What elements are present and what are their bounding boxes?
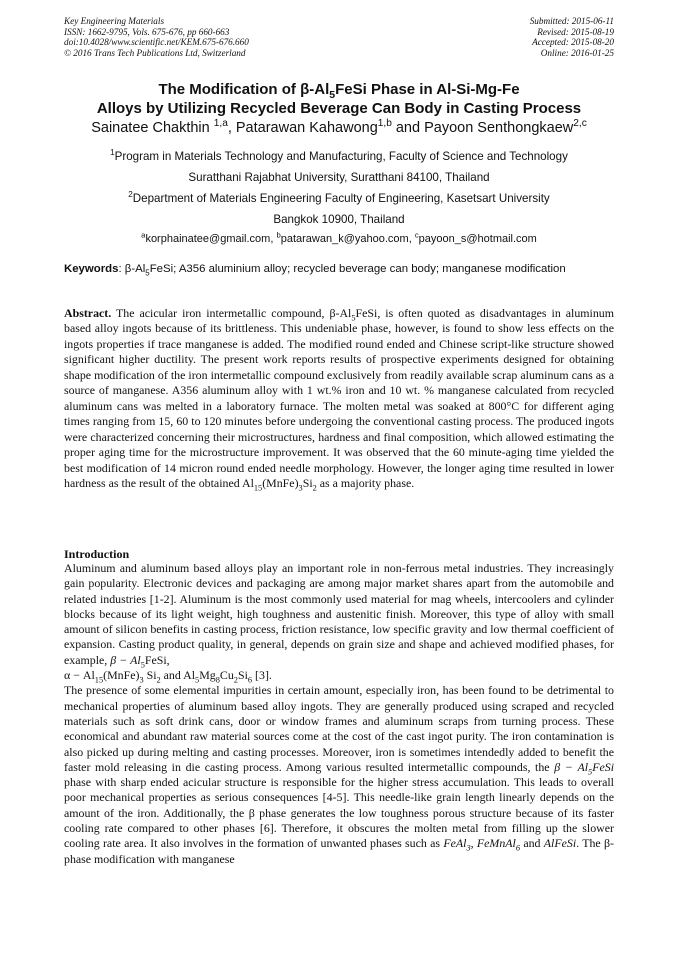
issn: ISSN: 1662-9795, Vols. 675-676, pp 660-663	[64, 26, 230, 37]
author-emails: $^a$korphainatee@gmail.com, $^b$patarawan_k@yahoo.com, $^c$payoon_s@hotmail.com	[141, 230, 537, 245]
copyright: © 2016 Trans Tech Publications Ltd, Switzerland	[64, 47, 246, 58]
paper-title	[40, 80, 638, 118]
keywords: Keywords: $\beta-Al_5FeSi$; A356 aluminium alloy; recycled beverage can body; manganese modification	[64, 263, 566, 278]
submitted-date: Submitted: 2015-06-11	[529, 16, 614, 26]
title-line-2: Alloys by Utilizing Recycled Beverage Can Body in Casting Process	[96, 100, 582, 117]
abstract-label: Abstract.	[64, 306, 112, 320]
affiliation-1-line-1: $^1$Program in Materials Technology and Manufacturing, Faculty of Science and Technology	[110, 148, 568, 163]
introduction-heading: Introduction	[64, 547, 130, 561]
journal-header-left	[64, 16, 249, 58]
keywords-label: Keywords	[64, 263, 119, 275]
abstract: Abstract. The acicular iron intermetallic compound, $\beta-Al_5FeSi$, is often quoted as disadvantages in aluminum based alloy ingots because of its brittleness. This undeniable phase, however, is found to show less effects on the ingots properties if trace manganese is added. The modified round ended and Chinese script-like structure showed significant higher ductility. The present work reports results of prospective experiments designed for obtaining shape modification of the iron intermetallic compound exclusively from readily available scrap aluminum cans as a source of manganese. A356 aluminum alloy with 1 wt.% iron and 10 wt. % manganese calculated from recycled aluminum cans was melted in a laboratory furnace. The molten metal was soaked at 800°C for different aging times ranging from 15, 60 to 120 minutes before undergoing the conventional casting process. The produced ingots were characterized concerning their microstructures, hardness and final composition, which allowed estimating the proper aging time for the microstructure improvement. It was observed that the 60 minute-aging time yielded the best modification of 14 micron round ended needle morphology. However, the longer aging time resulted in lower hardness as the result of the obtained $Al_{15}(MnFe)_3Si_2$ as a majority phase.	[64, 306, 615, 493]
affiliation-2-line-1: $^2$Department of Materials Engineering Faculty of Engineering, Kasetsart University	[128, 190, 550, 205]
paragraph: Aluminum and aluminum based alloys play an important role in non-ferrous metal industries. They increasingly gain popularity. Electronic devices and packaging are among major market shares apart from the automobile and related industries [1-2]. Aluminum is the most commonly used material for mag wheels, intercoolers and cylinder blocks because of its light weight, high toughness and austenitic finish. Moreover, this type of alloy with small amount of silicon benefits in casting process, friction resistance, low specific gravity and low thermal coefficient of expansion. Casting product quality, in general, depends on grain size and shape and achieved modified phases, for example, $\beta - Al_5FeSi$, $\alpha - Al_{15}(MnFe)_3$ $Si_2$ and $Al_5Mg_8Cu_2Si_6$ [3].	[64, 561, 614, 685]
journal-header-right	[530, 16, 614, 58]
accepted-date: Accepted: 2015-08-20	[532, 37, 614, 48]
introduction-body	[64, 561, 614, 867]
paragraph: The presence of some elemental impurities in certain amount, especially iron, has been found to be detrimental to mechanical properties of aluminum based alloy ingots. They are generally produced using scraped and recycled materials such as soft drink cans, door or window frames and aluminum scraps from turning process. These economical and abundant raw material sources come at the cost of the cast ingot purity. The iron contamination is also picked up during melting and casting processes. Moreover, iron is sometimes intendedly added to benefit the faster mold releasing in die casting process. Among various resulted intermetallic compounds, the $\beta - Al_5FeSi$ phase with sharp ended acicular structure is responsible for the higher stress accumulation. This leads to overall poor mechanical properties as serious consequences [4-5]. This needle-like grain length linearly depends on the amount of the iron. Additionally, the β phase generates the low toughness porous structure because of its faster cooling rate compared to other phases [6]. Therefore, it obscures the molten metal from filling up the slower cooling rate area. It also involves in the formation of unwanted phases such as FeAl$_3$, FeMnAl$_6$ and AlFeSi. The β-phase modification with manganese	[64, 683, 614, 866]
affiliation-2-line-2: Bangkok 10900, Thailand	[273, 213, 405, 226]
revised-date: Revised: 2015-08-19	[537, 26, 614, 37]
online-date: Online: 2016-01-25	[540, 47, 614, 58]
affiliation-1-line-2: Suratthani Rajabhat University, Suratthani 84100, Thailand	[188, 171, 490, 184]
author-list: Sainatee Chakthin $^{1,a}$, Patarawan Kahawong$^{1,b}$ and Payoon Senthongkaew$^{2,c}$	[91, 118, 587, 136]
doi: doi:10.4028/www.scientific.net/KEM.675-676.660	[64, 37, 249, 48]
title-line-1: The Modification of $\beta-Al_5FeSi$ Phase in Al-Si-Mg-Fe	[158, 81, 520, 101]
journal-name: Key Engineering Materials	[64, 16, 165, 26]
